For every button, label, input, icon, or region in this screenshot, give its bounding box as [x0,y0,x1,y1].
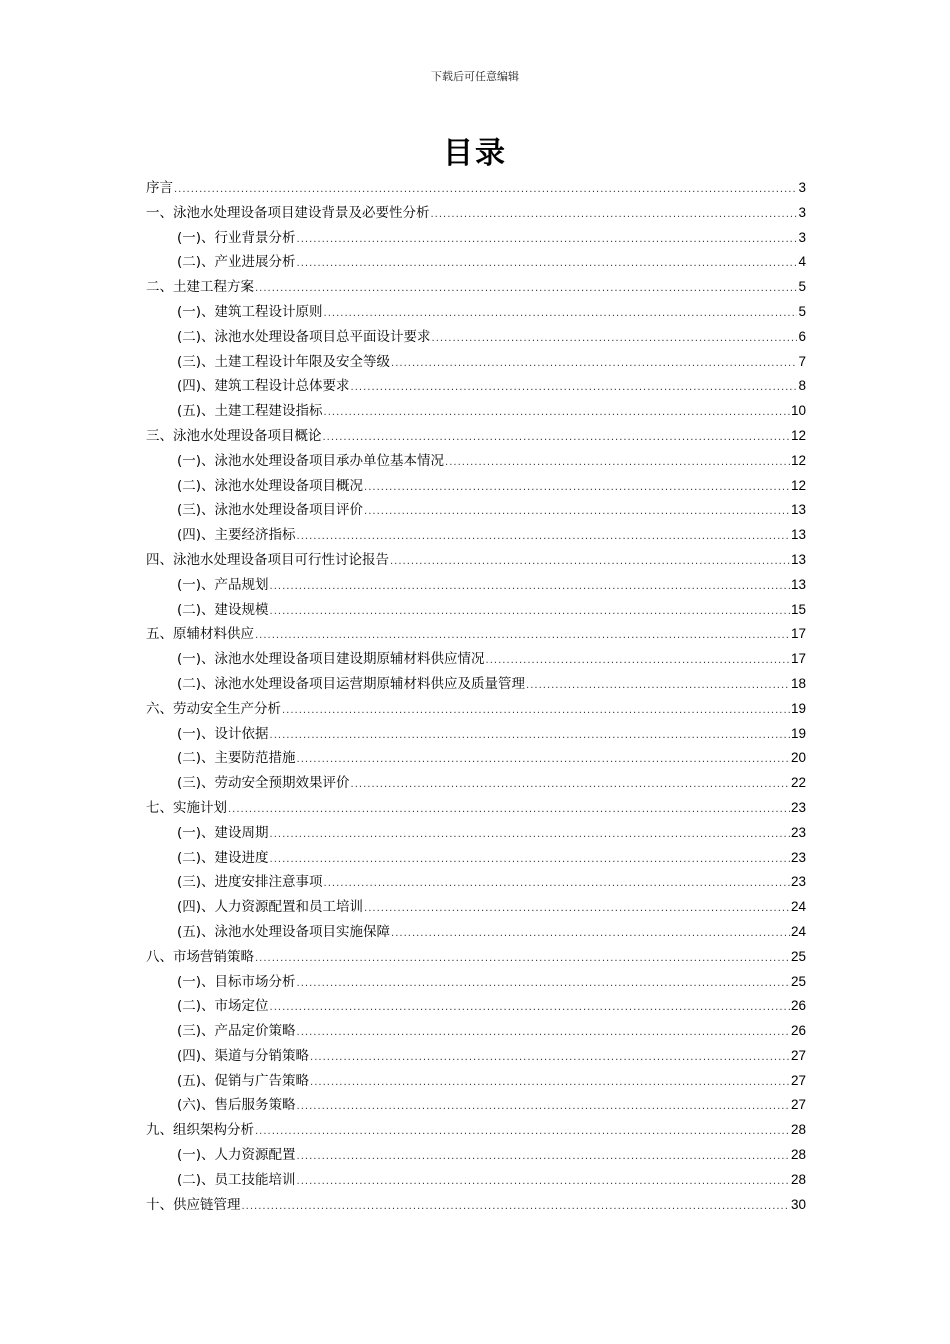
toc-entry[interactable] [146,1168,806,1193]
toc-entry[interactable] [146,771,806,796]
toc-entry[interactable] [146,1143,806,1168]
toc-entry-page-number: 23 [790,874,806,890]
toc-entry-label: (五)、土建工程建设指标 [177,403,323,420]
toc-dot-leader [351,376,798,401]
toc-entry-page-number: 12 [790,427,806,443]
toc-entry[interactable] [146,846,806,871]
toc-entry-page-number: 3 [798,229,806,245]
toc-entry-label: (三)、劳动安全预期效果评价 [177,775,350,792]
toc-dot-leader [270,848,790,873]
toc-dot-leader [390,550,790,575]
toc-entry[interactable] [146,1193,806,1218]
toc-entry-label: (一)、目标市场分析 [177,973,296,990]
toc-entry-page-number: 12 [790,477,806,493]
toc-entry[interactable] [146,1069,806,1094]
toc-entry-label: (一)、行业背景分析 [177,229,296,246]
toc-entry-label: (四)、建筑工程设计总体要求 [177,378,350,395]
toc-dot-leader [526,674,790,699]
toc-entry-label: 四、泳池水处理设备项目可行性讨论报告 [146,551,389,568]
toc-dot-leader [255,277,797,302]
toc-entry-page-number: 22 [790,775,806,791]
toc-dot-leader [282,699,790,724]
toc-entry-label: 六、劳动安全生产分析 [146,700,281,717]
toc-entry-label: 序言 [146,180,173,196]
toc-entry[interactable] [146,920,806,945]
toc-entry-page-number: 25 [790,973,806,989]
toc-entry-page-number: 4 [798,254,806,270]
toc-entry-label: (一)、设计依据 [177,725,269,742]
toc-entry-label: (三)、产品定价策略 [177,1023,296,1040]
toc-entry[interactable] [146,722,806,747]
toc-dot-leader [255,624,790,649]
toc-entry[interactable] [146,226,806,251]
toc-dot-leader [270,996,790,1021]
toc-dot-leader [310,1071,790,1096]
toc-entry[interactable] [146,176,806,201]
toc-dot-leader [297,228,798,253]
toc-entry[interactable] [146,424,806,449]
toc-entry-page-number: 15 [790,601,806,617]
toc-dot-leader [324,401,790,426]
toc-entry-page-number: 23 [790,849,806,865]
toc-entry[interactable] [146,523,806,548]
toc-dot-leader [297,972,790,997]
toc-entry-page-number: 28 [790,1122,806,1138]
toc-dot-leader [297,1095,790,1120]
toc-entry-label: (二)、产业进展分析 [177,254,296,271]
toc-entry[interactable] [146,870,806,895]
toc-entry[interactable] [146,325,806,350]
toc-entry-page-number: 13 [790,527,806,543]
toc-entry[interactable] [146,821,806,846]
toc-dot-leader [364,500,790,525]
toc-entry-label: (二)、建设规模 [177,601,269,618]
toc-entry-label: (二)、建设进度 [177,849,269,866]
toc-entry-label: (一)、泳池水处理设备项目承办单位基本情况 [177,452,445,469]
toc-entry-label: (四)、主要经济指标 [177,527,296,544]
toc-entry-page-number: 13 [790,576,806,592]
toc-entry-page-number: 19 [790,725,806,741]
toc-entry[interactable] [146,573,806,598]
toc-entry-page-number: 10 [790,403,806,419]
toc-entry[interactable] [146,622,806,647]
toc-entry-label: (三)、土建工程设计年限及安全等级 [177,353,391,370]
toc-entry[interactable] [146,449,806,474]
toc-entry[interactable] [146,1044,806,1069]
toc-dot-leader [297,1145,790,1170]
table-of-contents [146,176,806,1217]
toc-entry-page-number: 28 [790,1171,806,1187]
toc-entry-label: (二)、泳池水处理设备项目概况 [177,477,364,494]
toc-dot-leader [255,1120,790,1145]
toc-entry-label: 一、泳池水处理设备项目建设背景及必要性分析 [146,204,430,221]
toc-entry-page-number: 5 [798,303,806,319]
toc-entry-page-number: 3 [798,204,806,220]
toc-entry[interactable] [146,647,806,672]
toc-dot-leader [323,426,790,451]
toc-dot-leader [297,252,798,277]
toc-entry[interactable] [146,970,806,995]
toc-entry[interactable] [146,201,806,226]
toc-entry-label: (一)、泳池水处理设备项目建设期原辅材料供应情况 [177,651,485,668]
toc-dot-leader [310,1046,790,1071]
toc-entry-page-number: 13 [790,551,806,567]
toc-entry-label: (二)、泳池水处理设备项目总平面设计要求 [177,328,431,345]
toc-entry[interactable] [146,548,806,573]
toc-entry[interactable] [146,1093,806,1118]
toc-entry-page-number: 30 [790,1196,806,1212]
toc-entry[interactable] [146,275,806,300]
toc-entry-page-number: 18 [790,675,806,691]
toc-entry[interactable] [146,598,806,623]
toc-entry-page-number: 3 [798,180,806,195]
toc-entry-label: 七、实施计划 [146,799,227,816]
toc-entry-page-number: 20 [790,750,806,766]
toc-entry[interactable] [146,895,806,920]
toc-entry-page-number: 24 [790,923,806,939]
toc-dot-leader [324,302,798,327]
toc-dot-leader [324,872,790,897]
toc-entry-page-number: 7 [798,353,806,369]
toc-entry[interactable] [146,250,806,275]
toc-dot-leader [486,649,790,674]
toc-dot-leader [364,897,790,922]
toc-entry-label: (四)、人力资源配置和员工培训 [177,899,364,916]
toc-entry-label: 二、土建工程方案 [146,279,254,296]
toc-entry-label: 九、组织架构分析 [146,1122,254,1139]
toc-dot-leader [228,798,790,823]
toc-dot-leader [270,724,790,749]
toc-dot-leader [270,600,790,625]
toc-entry-label: 八、市场营销策略 [146,948,254,965]
toc-dot-leader [174,178,797,203]
toc-entry-label: 五、原辅材料供应 [146,626,254,643]
toc-entry-label: 三、泳池水处理设备项目概论 [146,427,322,444]
toc-entry-page-number: 23 [790,799,806,815]
toc-entry-page-number: 25 [790,948,806,964]
toc-entry-page-number: 27 [790,1097,806,1113]
page-title: 目录 [443,136,507,171]
toc-entry-page-number: 26 [790,998,806,1014]
toc-entry[interactable] [146,1118,806,1143]
toc-entry-page-number: 28 [790,1147,806,1163]
toc-entry-page-number: 24 [790,899,806,915]
toc-entry[interactable] [146,796,806,821]
toc-dot-leader [255,947,790,972]
toc-entry-page-number: 8 [798,378,806,394]
toc-entry-label: (二)、员工技能培训 [177,1171,296,1188]
toc-entry-page-number: 23 [790,824,806,840]
toc-entry-label: (二)、市场定位 [177,998,269,1015]
toc-dot-leader [391,352,797,377]
toc-dot-leader [242,1195,790,1220]
toc-entry[interactable] [146,945,806,970]
toc-entry[interactable] [146,300,806,325]
toc-entry-label: (六)、售后服务策略 [177,1097,296,1114]
toc-entry-label: (一)、人力资源配置 [177,1147,296,1164]
toc-entry-page-number: 17 [790,626,806,642]
toc-entry-page-number: 17 [790,651,806,667]
toc-entry-label: (一)、建筑工程设计原则 [177,303,323,320]
toc-entry[interactable] [146,374,806,399]
toc-dot-leader [445,451,790,476]
toc-dot-leader [297,525,790,550]
toc-entry[interactable] [146,697,806,722]
page-header: 下载后可任意编辑 [431,70,519,83]
toc-entry-label: (三)、泳池水处理设备项目评价 [177,502,364,519]
toc-dot-leader [270,575,790,600]
toc-dot-leader [432,327,798,352]
toc-entry[interactable] [146,994,806,1019]
toc-dot-leader [431,203,798,228]
toc-dot-leader [297,748,790,773]
toc-entry-page-number: 12 [790,452,806,468]
toc-entry-page-number: 5 [798,279,806,295]
toc-entry-label: 十、供应链管理 [146,1196,241,1213]
toc-dot-leader [391,922,790,947]
toc-entry-label: (四)、渠道与分销策略 [177,1047,310,1064]
toc-entry-label: (三)、进度安排注意事项 [177,874,323,891]
toc-entry-label: (一)、建设周期 [177,824,269,841]
toc-entry-page-number: 19 [790,700,806,716]
toc-entry[interactable] [146,474,806,499]
toc-entry-page-number: 6 [798,328,806,344]
toc-entry-page-number: 27 [790,1047,806,1063]
toc-entry-page-number: 27 [790,1072,806,1088]
toc-dot-leader [297,1170,790,1195]
toc-entry[interactable] [146,350,806,375]
toc-entry[interactable] [146,672,806,697]
toc-entry[interactable] [146,399,806,424]
toc-dot-leader [297,1021,790,1046]
toc-entry[interactable] [146,746,806,771]
toc-entry[interactable] [146,1019,806,1044]
toc-dot-leader [270,823,790,848]
toc-entry[interactable] [146,498,806,523]
toc-dot-leader [351,773,790,798]
toc-entry-label: (五)、促销与广告策略 [177,1072,310,1089]
toc-entry-label: (二)、主要防范措施 [177,750,296,767]
toc-entry-label: (二)、泳池水处理设备项目运营期原辅材料供应及质量管理 [177,675,526,692]
toc-entry-label: (五)、泳池水处理设备项目实施保障 [177,923,391,940]
toc-entry-page-number: 26 [790,1023,806,1039]
toc-dot-leader [364,476,790,501]
toc-entry-label: (一)、产品规划 [177,576,269,593]
toc-entry-page-number: 13 [790,502,806,518]
